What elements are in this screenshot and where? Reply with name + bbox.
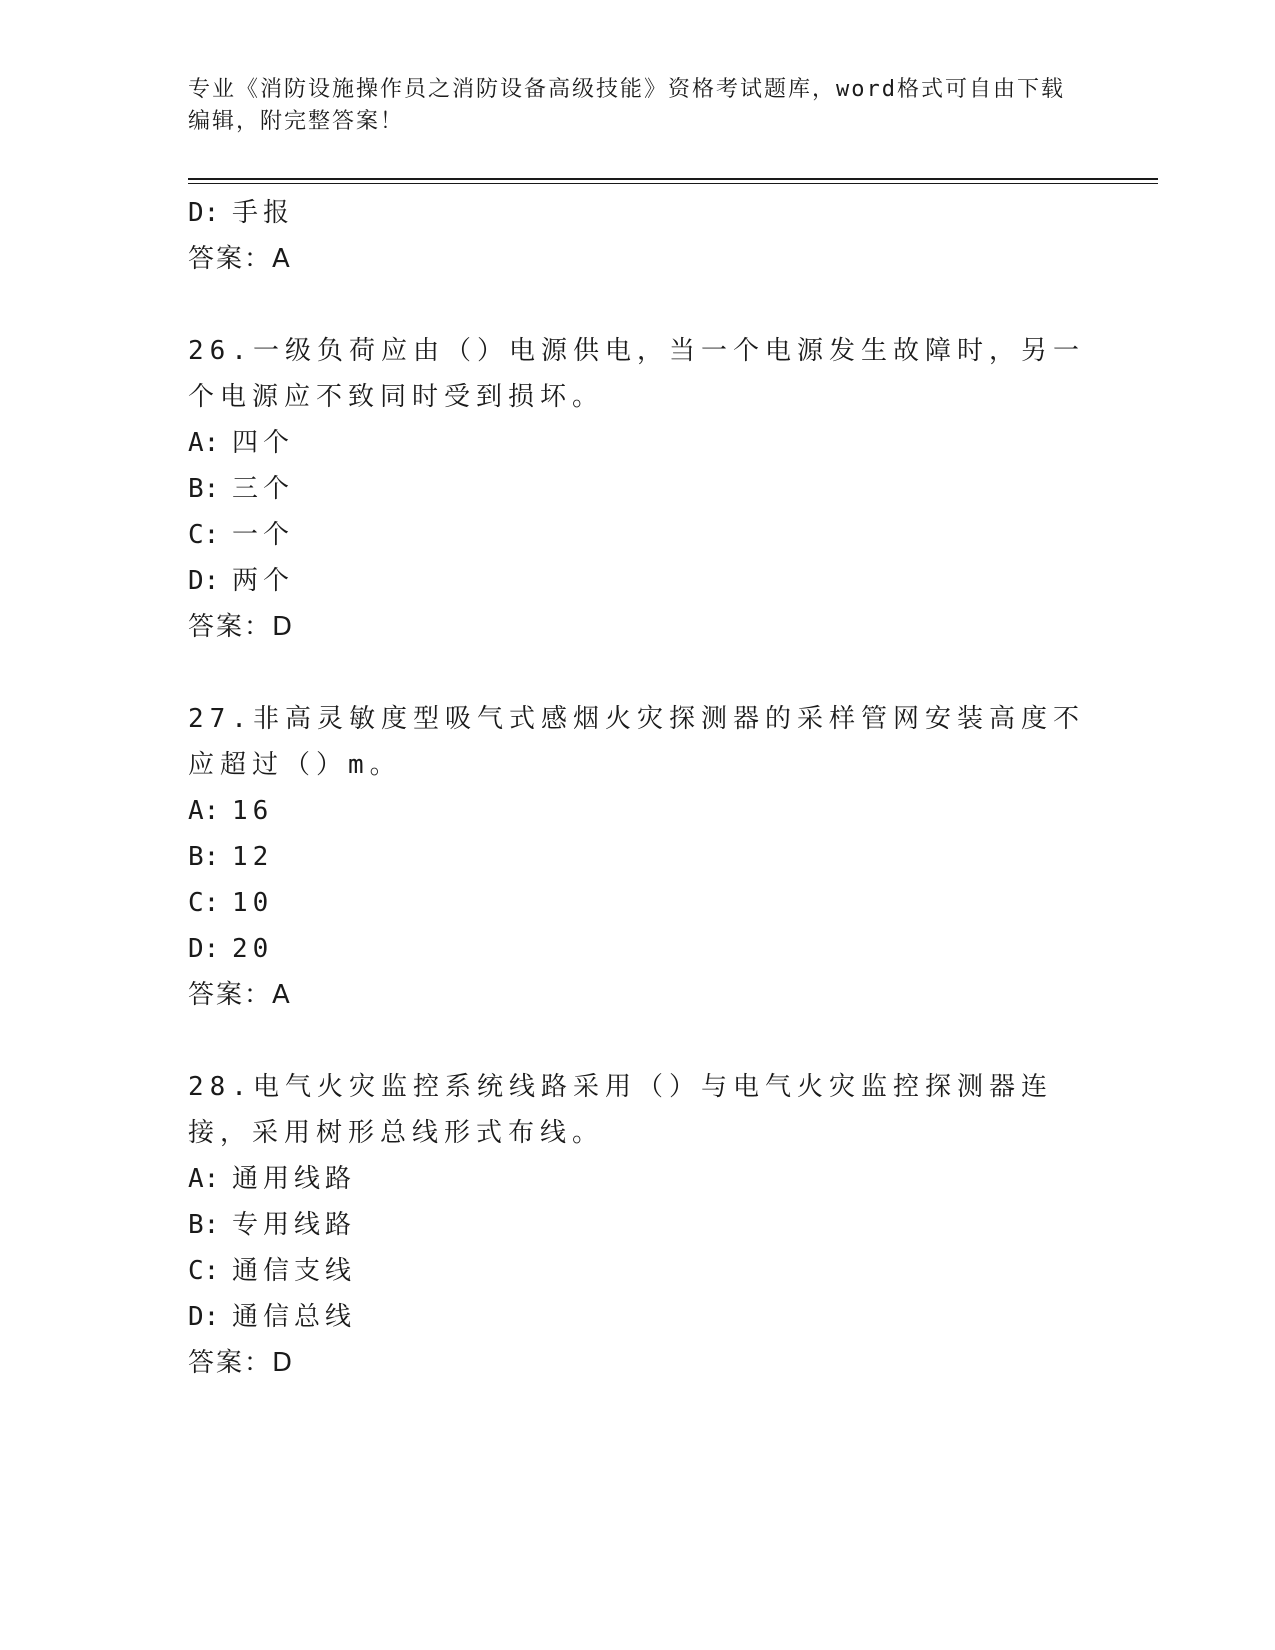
spacer — [188, 650, 1088, 696]
option-letter: B: — [188, 1210, 220, 1240]
option-letter: A: — [188, 796, 220, 826]
header-rule-thick — [188, 178, 1158, 180]
option-text: 16 — [232, 796, 274, 826]
option-text: 两个 — [232, 566, 295, 596]
option-text: 12 — [232, 842, 274, 872]
option-c — [188, 1248, 1088, 1294]
option-c — [188, 512, 1088, 558]
answer-line: 答案：D — [188, 1348, 295, 1378]
option-d — [188, 190, 1088, 236]
spacer — [188, 282, 1088, 328]
option-text: 一个 — [232, 520, 295, 550]
option-text: 通信总线 — [232, 1302, 357, 1332]
option-letter: A: — [188, 428, 220, 458]
option-d — [188, 558, 1088, 604]
question-stem: 28.电气火灾监控系统线路采用（）与电气火灾监控探测器连接，采用树形总线形式布线。 — [188, 1072, 1053, 1148]
option-text: 通信支线 — [232, 1256, 357, 1286]
option-text: 20 — [232, 934, 274, 964]
option-a — [188, 1156, 1088, 1202]
option-text: 手报 — [232, 198, 295, 228]
option-letter: D: — [188, 934, 220, 964]
option-text: 四个 — [232, 428, 295, 458]
option-letter: A: — [188, 1164, 220, 1194]
option-letter: D: — [188, 198, 220, 228]
answer-line: 答案：D — [188, 612, 295, 642]
option-text: 10 — [232, 888, 274, 918]
document-header: 专业《消防设施操作员之消防设备高级技能》资格考试题库，word格式可自由下载编辑，附完整答案！ — [188, 77, 1065, 134]
question-stem: 26.一级负荷应由（）电源供电，当一个电源发生故障时，另一个电源应不致同时受到损坏。 — [188, 336, 1085, 412]
option-b — [188, 834, 1088, 880]
option-a — [188, 788, 1088, 834]
option-letter: B: — [188, 474, 220, 504]
option-letter: B: — [188, 842, 220, 872]
option-d — [188, 926, 1088, 972]
question-27 — [188, 696, 1088, 1018]
spacer — [188, 1018, 1088, 1064]
option-letter: C: — [188, 888, 220, 918]
question-stem: 27.非高灵敏度型吸气式感烟火灾探测器的采样管网安装高度不应超过（）m。 — [188, 704, 1085, 780]
option-c — [188, 880, 1088, 926]
option-letter: C: — [188, 1256, 220, 1286]
option-letter: C: — [188, 520, 220, 550]
answer-line: 答案：A — [188, 244, 292, 274]
option-text: 通用线路 — [232, 1164, 357, 1194]
question-26 — [188, 328, 1088, 650]
option-a — [188, 420, 1088, 466]
option-d — [188, 1294, 1088, 1340]
answer-line: 答案：A — [188, 980, 292, 1010]
option-letter: D: — [188, 1302, 220, 1332]
question-28 — [188, 1064, 1088, 1386]
header-rule-thin — [188, 183, 1158, 184]
option-text: 专用线路 — [232, 1210, 357, 1240]
option-b — [188, 1202, 1088, 1248]
option-b — [188, 466, 1088, 512]
question-list — [188, 190, 1088, 1386]
prev-question-tail — [188, 190, 1088, 282]
option-letter: D: — [188, 566, 220, 596]
option-text: 三个 — [232, 474, 295, 504]
